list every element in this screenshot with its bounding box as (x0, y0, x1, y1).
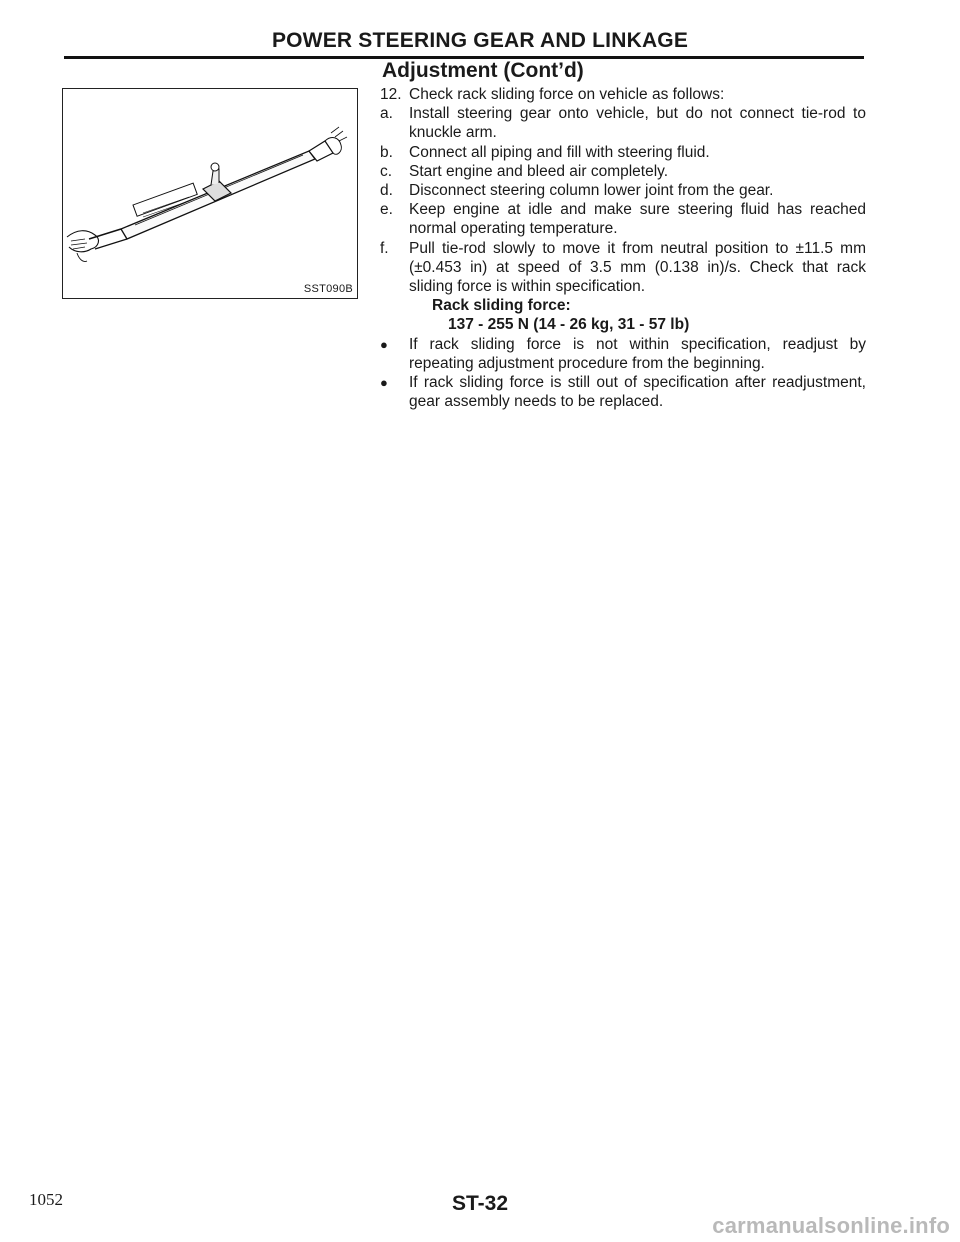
step-label: c. (380, 162, 393, 180)
bullet-icon: ● (380, 336, 388, 352)
spec-value: 137 - 255 N (14 - 26 kg, 31 - 57 lb) (448, 316, 690, 334)
note-text: If rack sliding force is not within specification, readjust by repeating adjustment procedure from the beginning. (409, 335, 866, 372)
step-c (380, 162, 866, 181)
step-label: a. (380, 105, 393, 123)
page-header-title: POWER STEERING GEAR AND LINKAGE (271, 29, 689, 52)
procedure-content (380, 85, 866, 411)
section-title: Adjustment (Cont’d) (382, 59, 584, 82)
step-label: d. (380, 182, 393, 200)
step-d (380, 181, 866, 200)
step-f (380, 239, 866, 297)
page-code: ST-32 (451, 1192, 509, 1215)
page-number: 1052 (29, 1190, 63, 1209)
step-label: b. (380, 143, 393, 161)
step-text: Pull tie-rod slowly to move it from neutral position to ±11.5 mm (±0.453 in) at speed of 3.5 mm (0.138 in)/s. Check that rack sliding force is within specification. (409, 239, 866, 296)
step-text: Connect all piping and fill with steering fluid. (409, 143, 710, 161)
step-a (380, 104, 866, 142)
note-text: If rack sliding force is still out of specification after readjustment, gear assembly needs to be replaced. (409, 374, 866, 411)
bullet-icon: ● (380, 375, 388, 391)
steering-gear-figure (62, 88, 358, 299)
step-text: Disconnect steering column lower joint from the gear. (409, 182, 774, 200)
step-text: Install steering gear onto vehicle, but do not connect tie-rod to knuckle arm. (409, 105, 866, 142)
figure-code: SST090B (303, 283, 353, 295)
watermark: carmanualsonline.info (712, 1213, 950, 1238)
step-text: Check rack sliding force on vehicle as follows: (409, 86, 725, 103)
note-bullet (380, 373, 866, 411)
step-label: f. (380, 239, 389, 257)
step-text: Start engine and bleed air completely. (409, 162, 669, 180)
step-label: e. (380, 201, 393, 219)
step-b (380, 143, 866, 162)
step-12 (380, 85, 866, 104)
spec-label: Rack sliding force: (432, 297, 571, 315)
step-text: Keep engine at idle and make sure steering fluid has reached normal operating temperature. (409, 201, 866, 238)
step-e (380, 200, 866, 238)
note-bullet (380, 335, 866, 373)
step-label: 12. (380, 86, 402, 103)
steering-gear-illustration (63, 89, 359, 300)
